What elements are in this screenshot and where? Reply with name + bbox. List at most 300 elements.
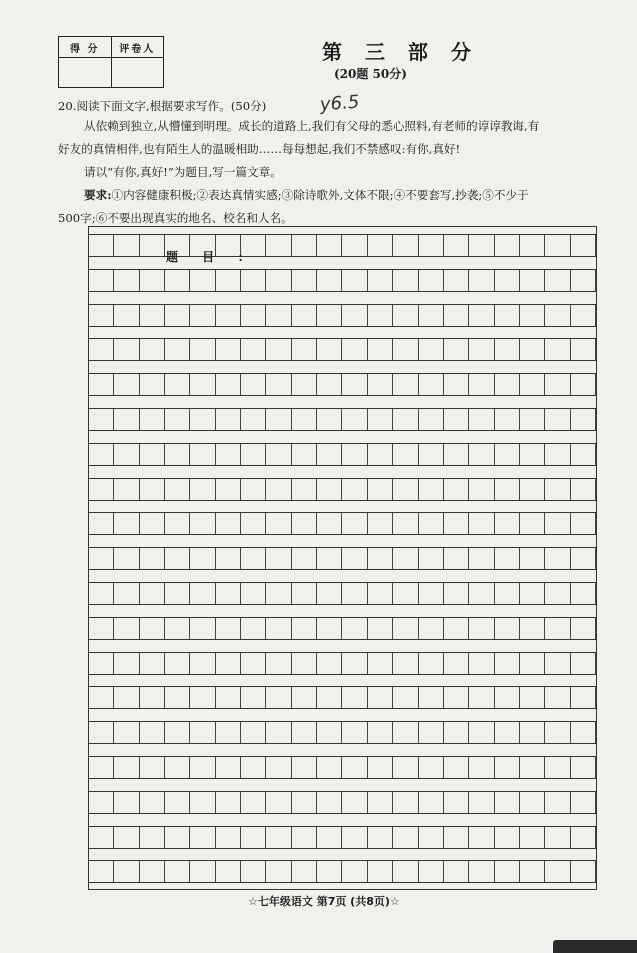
grid-cell[interactable] [165,827,190,848]
grid-cell[interactable] [419,827,444,848]
grid-cell[interactable] [343,339,368,360]
writing-grid[interactable] [88,226,597,890]
grid-cell[interactable] [469,792,494,813]
grid-cell[interactable] [216,513,241,534]
grid-cell[interactable] [444,792,469,813]
grid-cell[interactable] [292,479,317,500]
grid-cell[interactable] [368,861,393,882]
grid-cell[interactable] [140,339,165,360]
grid-cell[interactable] [241,374,266,395]
grid-cell[interactable] [545,374,570,395]
grid-cell[interactable] [368,827,393,848]
grid-cell[interactable] [266,583,291,604]
grid-cell[interactable] [114,861,139,882]
grid-cell[interactable] [266,653,291,674]
grid-cell[interactable] [419,687,444,708]
grid-cell[interactable] [140,305,165,326]
grid-cell[interactable] [419,305,444,326]
grid-cell[interactable] [89,305,114,326]
grid-cell[interactable] [190,653,215,674]
grid-cell[interactable] [89,513,114,534]
grid-cell[interactable] [495,583,520,604]
grid-cell[interactable] [520,479,545,500]
grid-cell[interactable] [545,513,570,534]
grid-cell[interactable] [140,583,165,604]
grid-cell[interactable] [317,653,342,674]
grid-cell[interactable] [469,479,494,500]
grid-cell[interactable] [393,444,418,465]
grid-cell[interactable] [266,374,291,395]
grid-cell[interactable] [495,409,520,430]
grid-cell[interactable] [444,409,469,430]
grid-cell[interactable] [495,861,520,882]
grid-row[interactable] [89,617,596,640]
grid-cell[interactable] [190,757,215,778]
grid-cell[interactable] [520,409,545,430]
grid-cell[interactable] [266,861,291,882]
grid-cell[interactable] [495,653,520,674]
grid-cell[interactable] [393,409,418,430]
grid-cell[interactable] [495,757,520,778]
grid-cell[interactable] [190,687,215,708]
grid-cell[interactable] [393,270,418,291]
grid-cell[interactable] [469,444,494,465]
grid-cell[interactable] [165,270,190,291]
grid-cell[interactable] [292,270,317,291]
grid-cell[interactable] [266,270,291,291]
grid-cell[interactable] [216,444,241,465]
grid-cell[interactable] [190,305,215,326]
grid-cell[interactable] [317,548,342,569]
grid-cell[interactable] [368,235,393,256]
grid-cell[interactable] [368,270,393,291]
grid-cell[interactable] [444,548,469,569]
grid-row[interactable] [89,686,596,709]
grid-cell[interactable] [520,339,545,360]
grid-cell[interactable] [241,513,266,534]
grid-cell[interactable] [469,305,494,326]
grid-cell[interactable] [140,687,165,708]
grid-cell[interactable] [266,513,291,534]
grid-cell[interactable] [165,479,190,500]
grid-cell[interactable] [114,653,139,674]
grid-cell[interactable] [89,479,114,500]
grid-cell[interactable] [292,305,317,326]
grid-cell[interactable] [520,270,545,291]
grid-cell[interactable] [114,374,139,395]
grid-cell[interactable] [545,792,570,813]
grid-cell[interactable] [165,409,190,430]
grid-cell[interactable] [190,792,215,813]
grid-cell[interactable] [241,444,266,465]
grid-cell[interactable] [520,861,545,882]
grid-row[interactable] [89,547,596,570]
grid-cell[interactable] [140,722,165,743]
grid-row[interactable] [89,721,596,744]
grid-cell[interactable] [520,374,545,395]
grid-cell[interactable] [444,513,469,534]
grid-cell[interactable] [571,479,596,500]
grid-cell[interactable] [444,583,469,604]
grid-cell[interactable] [368,722,393,743]
grid-cell[interactable] [571,827,596,848]
grid-cell[interactable] [495,827,520,848]
grid-cell[interactable] [368,444,393,465]
grid-row[interactable] [89,791,596,814]
grid-cell[interactable] [216,270,241,291]
grid-row[interactable] [89,860,596,883]
grid-cell[interactable] [165,583,190,604]
grid-cell[interactable] [343,618,368,639]
grid-cell[interactable] [520,618,545,639]
grid-cell[interactable] [266,444,291,465]
grid-cell[interactable] [241,548,266,569]
grid-cell[interactable] [419,409,444,430]
grid-cell[interactable] [368,513,393,534]
grid-cell[interactable] [89,757,114,778]
grid-cell[interactable] [545,235,570,256]
grid-cell[interactable] [368,757,393,778]
grid-cell[interactable] [89,409,114,430]
grid-cell[interactable] [393,513,418,534]
grid-cell[interactable] [114,513,139,534]
grid-cell[interactable] [114,444,139,465]
grid-cell[interactable] [520,583,545,604]
grid-cell[interactable] [190,479,215,500]
grid-cell[interactable] [393,479,418,500]
grid-cell[interactable] [469,757,494,778]
grid-cell[interactable] [241,687,266,708]
grader-cell[interactable] [111,58,164,88]
grid-cell[interactable] [317,374,342,395]
grid-cell[interactable] [114,687,139,708]
grid-row[interactable] [89,304,596,327]
grid-cell[interactable] [545,339,570,360]
grid-cell[interactable] [469,583,494,604]
grid-cell[interactable] [368,583,393,604]
grid-cell[interactable] [241,653,266,674]
grid-cell[interactable] [419,653,444,674]
grid-cell[interactable] [469,409,494,430]
grid-cell[interactable] [241,479,266,500]
grid-cell[interactable] [393,583,418,604]
grid-cell[interactable] [495,270,520,291]
grid-cell[interactable] [520,792,545,813]
grid-cell[interactable] [216,548,241,569]
grid-cell[interactable] [165,339,190,360]
grid-cell[interactable] [114,792,139,813]
grid-cell[interactable] [165,444,190,465]
grid-cell[interactable] [140,479,165,500]
grid-cell[interactable] [545,618,570,639]
grid-cell[interactable] [292,374,317,395]
grid-cell[interactable] [495,374,520,395]
grid-cell[interactable] [444,444,469,465]
grid-cell[interactable] [520,513,545,534]
grid-cell[interactable] [444,653,469,674]
grid-cell[interactable] [343,270,368,291]
grid-cell[interactable] [190,861,215,882]
grid-cell[interactable] [241,757,266,778]
grid-cell[interactable] [317,339,342,360]
grid-cell[interactable] [444,374,469,395]
grid-cell[interactable] [393,687,418,708]
grid-cell[interactable] [495,792,520,813]
grid-cell[interactable] [571,513,596,534]
grid-cell[interactable] [520,827,545,848]
grid-cell[interactable] [368,374,393,395]
grid-cell[interactable] [266,479,291,500]
grid-cell[interactable] [469,235,494,256]
grid-cell[interactable] [545,409,570,430]
grid-cell[interactable] [393,757,418,778]
grid-cell[interactable] [343,757,368,778]
grid-cell[interactable] [343,653,368,674]
grid-cell[interactable] [165,305,190,326]
grid-cell[interactable] [419,548,444,569]
grid-cell[interactable] [520,548,545,569]
grid-cell[interactable] [393,339,418,360]
grid-cell[interactable] [343,374,368,395]
grid-cell[interactable] [292,792,317,813]
grid-cell[interactable] [89,548,114,569]
grid-cell[interactable] [495,513,520,534]
grid-cell[interactable] [216,339,241,360]
grid-row[interactable] [89,443,596,466]
grid-cell[interactable] [545,827,570,848]
grid-cell[interactable] [469,722,494,743]
grid-cell[interactable] [292,235,317,256]
grid-cell[interactable] [216,479,241,500]
grid-cell[interactable] [545,444,570,465]
grid-cell[interactable] [216,687,241,708]
grid-cell[interactable] [419,583,444,604]
grid-cell[interactable] [343,513,368,534]
grid-cell[interactable] [266,792,291,813]
grid-cell[interactable] [89,861,114,882]
grid-cell[interactable] [241,270,266,291]
grid-cell[interactable] [368,548,393,569]
grid-cell[interactable] [140,792,165,813]
grid-cell[interactable] [571,792,596,813]
grid-cell[interactable] [292,444,317,465]
grid-cell[interactable] [190,827,215,848]
grid-cell[interactable] [520,235,545,256]
grid-cell[interactable] [368,339,393,360]
grid-cell[interactable] [292,548,317,569]
grid-cell[interactable] [520,722,545,743]
grid-cell[interactable] [140,548,165,569]
grid-cell[interactable] [419,618,444,639]
grid-cell[interactable] [216,409,241,430]
grid-cell[interactable] [241,827,266,848]
grid-cell[interactable] [165,861,190,882]
grid-cell[interactable] [444,861,469,882]
grid-cell[interactable] [571,687,596,708]
grid-cell[interactable] [343,792,368,813]
grid-cell[interactable] [140,757,165,778]
grid-cell[interactable] [190,374,215,395]
grid-cell[interactable] [114,339,139,360]
grid-cell[interactable] [571,409,596,430]
grid-cell[interactable] [317,827,342,848]
grid-cell[interactable] [444,687,469,708]
grid-cell[interactable] [114,548,139,569]
grid-cell[interactable] [140,513,165,534]
grid-row[interactable] [89,582,596,605]
grid-cell[interactable] [571,548,596,569]
grid-row[interactable] [89,512,596,535]
grid-cell[interactable] [216,861,241,882]
grid-cell[interactable] [393,722,418,743]
grid-row[interactable] [89,756,596,779]
grid-row[interactable] [89,338,596,361]
grid-cell[interactable] [190,583,215,604]
grid-cell[interactable] [393,827,418,848]
grid-cell[interactable] [292,757,317,778]
grid-cell[interactable] [190,444,215,465]
grid-cell[interactable] [343,827,368,848]
grid-cell[interactable] [114,827,139,848]
grid-cell[interactable] [114,757,139,778]
grid-cell[interactable] [368,687,393,708]
grid-cell[interactable] [343,722,368,743]
grid-cell[interactable] [266,409,291,430]
grid-cell[interactable] [317,270,342,291]
grid-cell[interactable] [266,235,291,256]
grid-cell[interactable] [444,339,469,360]
grid-cell[interactable] [140,444,165,465]
grid-cell[interactable] [241,409,266,430]
grid-cell[interactable] [89,339,114,360]
grid-cell[interactable] [444,479,469,500]
grid-cell[interactable] [343,479,368,500]
score-cell[interactable] [59,58,112,88]
grid-cell[interactable] [89,583,114,604]
grid-cell[interactable] [266,757,291,778]
grid-cell[interactable] [216,374,241,395]
grid-cell[interactable] [292,618,317,639]
grid-cell[interactable] [165,374,190,395]
grid-cell[interactable] [495,687,520,708]
grid-cell[interactable] [495,444,520,465]
grid-cell[interactable] [393,792,418,813]
grid-cell[interactable] [545,722,570,743]
grid-cell[interactable] [343,548,368,569]
grid-cell[interactable] [114,618,139,639]
grid-cell[interactable] [469,861,494,882]
grid-cell[interactable] [114,479,139,500]
grid-cell[interactable] [444,827,469,848]
grid-cell[interactable] [216,827,241,848]
grid-cell[interactable] [317,722,342,743]
grid-cell[interactable] [520,653,545,674]
grid-row[interactable] [89,652,596,675]
grid-cell[interactable] [317,618,342,639]
grid-cell[interactable] [368,618,393,639]
grid-cell[interactable] [241,583,266,604]
grid-cell[interactable] [419,479,444,500]
grid-row[interactable] [89,269,596,292]
grid-cell[interactable] [444,270,469,291]
grid-cell[interactable] [368,409,393,430]
grid-cell[interactable] [216,618,241,639]
grid-cell[interactable] [368,653,393,674]
grid-cell[interactable] [520,757,545,778]
grid-cell[interactable] [89,687,114,708]
grid-cell[interactable] [469,653,494,674]
grid-cell[interactable] [292,409,317,430]
grid-cell[interactable] [241,861,266,882]
grid-cell[interactable] [292,583,317,604]
grid-cell[interactable] [495,235,520,256]
grid-cell[interactable] [495,339,520,360]
grid-cell[interactable] [469,513,494,534]
grid-cell[interactable] [114,583,139,604]
grid-cell[interactable] [216,792,241,813]
grid-cell[interactable] [444,305,469,326]
grid-cell[interactable] [343,235,368,256]
grid-cell[interactable] [190,722,215,743]
grid-row[interactable] [89,373,596,396]
grid-cell[interactable] [545,757,570,778]
grid-cell[interactable] [520,687,545,708]
grid-cell[interactable] [571,722,596,743]
grid-cell[interactable] [317,479,342,500]
grid-cell[interactable] [545,479,570,500]
grid-cell[interactable] [495,479,520,500]
grid-cell[interactable] [545,548,570,569]
grid-cell[interactable] [190,513,215,534]
grid-cell[interactable] [165,687,190,708]
grid-cell[interactable] [495,305,520,326]
grid-cell[interactable] [216,305,241,326]
grid-cell[interactable] [89,270,114,291]
grid-cell[interactable] [495,618,520,639]
grid-cell[interactable] [393,653,418,674]
grid-cell[interactable] [266,548,291,569]
grid-cell[interactable] [165,653,190,674]
grid-cell[interactable] [545,270,570,291]
grid-cell[interactable] [343,305,368,326]
grid-cell[interactable] [317,687,342,708]
grid-cell[interactable] [571,235,596,256]
grid-cell[interactable] [317,513,342,534]
grid-cell[interactable] [469,827,494,848]
grid-cell[interactable] [241,792,266,813]
grid-cell[interactable] [368,792,393,813]
grid-cell[interactable] [140,235,165,256]
grid-cell[interactable] [545,305,570,326]
grid-cell[interactable] [545,653,570,674]
grid-cell[interactable] [419,444,444,465]
grid-cell[interactable] [317,444,342,465]
grid-cell[interactable] [114,270,139,291]
grid-cell[interactable] [419,374,444,395]
grid-cell[interactable] [317,792,342,813]
grid-cell[interactable] [571,444,596,465]
grid-row[interactable] [89,826,596,849]
grid-cell[interactable] [89,827,114,848]
grid-cell[interactable] [419,722,444,743]
grid-cell[interactable] [419,513,444,534]
grid-cell[interactable] [114,409,139,430]
grid-cell[interactable] [419,339,444,360]
grid-cell[interactable] [393,618,418,639]
grid-cell[interactable] [165,618,190,639]
grid-cell[interactable] [571,757,596,778]
grid-cell[interactable] [140,374,165,395]
